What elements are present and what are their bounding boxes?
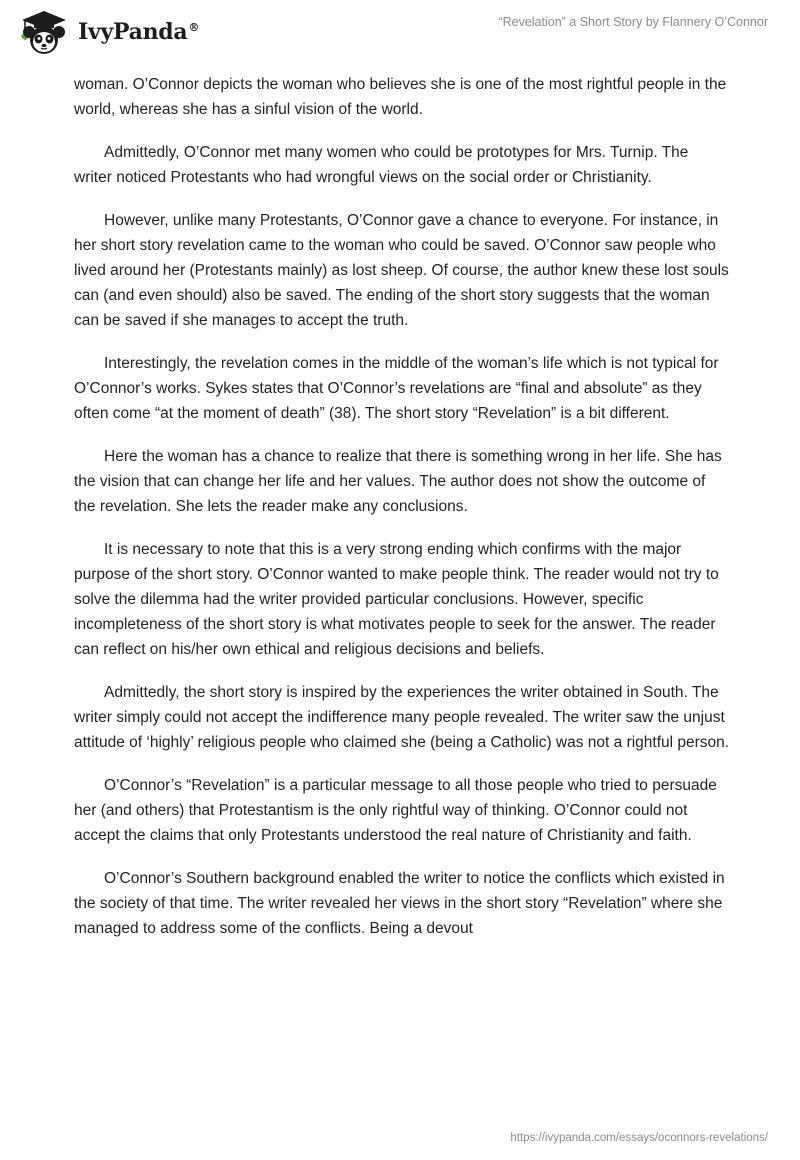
- source-url-link[interactable]: https://ivypanda.com/essays/oconnors-revelations/: [510, 1132, 768, 1144]
- paragraph: Here the woman has a chance to realize that there is something wrong in her life. She has the vision that can change her life and her values. The author does not show the outcome of the revelation. She lets the reader make any conclusions.: [74, 448, 722, 515]
- paragraph: O’Connor’s “Revelation” is a particular message to all those people who tried to persuade her (and others) that Protestantism is the only rightful way of thinking. O’Connor could not accept the claims that only Protestants understood the real nature of Christianity and faith.: [74, 777, 717, 844]
- paragraph: Admittedly, the short story is inspired by the experiences the writer obtained in South. The writer simply could not accept the indifference many people revealed. The writer saw the unjust attitude of ‘highly’ religious people who claimed she (being a Catholic) was not a rightful person.: [74, 684, 730, 751]
- paragraph: woman. O’Connor depicts the woman who believes she is one of the most rightful people in the world, whereas she has a sinful vision of the world.: [74, 76, 727, 118]
- paragraph: O’Connor’s Southern background enabled the writer to notice the conflicts which existed in the society of that time. The writer revealed her views in the short story “Revelation” where she managed to address some of the conflicts. Being a devout: [74, 870, 725, 937]
- page-header: [0, 0, 800, 70]
- paragraph: However, unlike many Protestants, O’Connor gave a chance to everyone. For instance, in her short story revelation came to the woman who could be saved. O’Connor saw people who lived around her (Protestants mainly) as lost sheep. Of course, the author knew these lost souls can (and even should) also be saved. The ending of the short story suggests that the woman can be saved if she manages to accept the truth.: [74, 212, 729, 329]
- paragraph: Interestingly, the revelation comes in the middle of the woman’s life which is not typical for O’Connor’s works. Sykes states that O’Connor’s revelations are “final and absolute” as they often come “at the moment of death” (38). The short story “Revelation” is a bit different.: [74, 355, 719, 422]
- essay-body: [74, 72, 730, 959]
- paragraph: Admittedly, O’Connor met many women who could be prototypes for Mrs. Turnip. The writer noticed Protestants who had wrongful views on the social order or Christianity.: [74, 144, 689, 186]
- ivypanda-logo[interactable]: [14, 8, 199, 56]
- paragraph: It is necessary to note that this is a very strong ending which confirms with the major purpose of the short story. O’Connor wanted to make people think. The reader would not try to solve the dilemma had the writer provided particular conclusions. However, specific incompleteness of the short story is what motivates people to seek for the answer. The reader can reflect on his/her own ethical and religious decisions and beliefs.: [74, 541, 719, 658]
- panda-graduate-icon: [14, 8, 76, 56]
- document-title: “Revelation” a Short Story by Flannery O’Connor: [498, 15, 768, 29]
- registered-mark: ®: [188, 20, 200, 34]
- logo-wordmark: IvyPanda®: [78, 19, 200, 45]
